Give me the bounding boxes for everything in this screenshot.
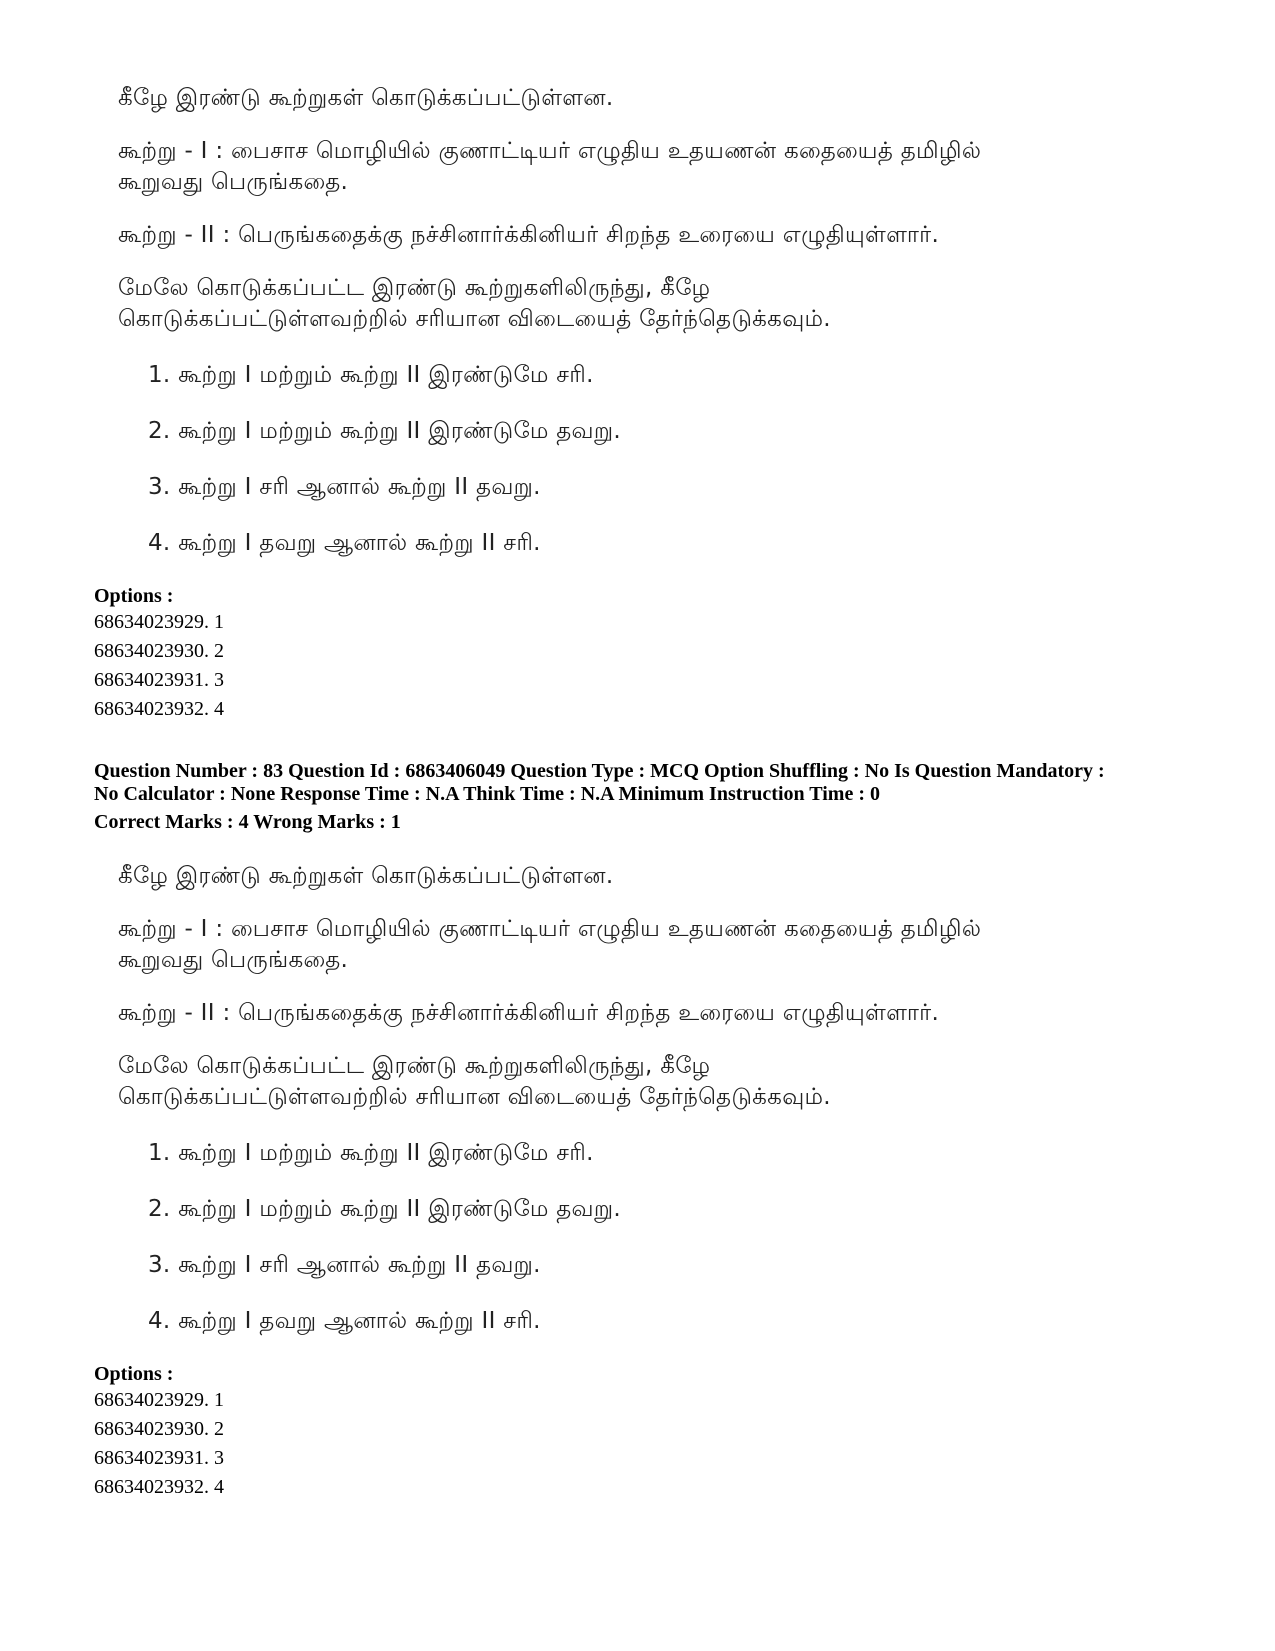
option-id-3: 68634023931. 3: [94, 1447, 224, 1469]
choice-1: 1. கூற்று I மற்றும் கூற்று II இரண்டுமே சரி.: [148, 1140, 594, 1166]
option-id-2: 68634023930. 2: [94, 640, 224, 662]
statement-2: கூற்று - II : பெருங்கதைக்கு நச்சினார்க்கினியர் சிறந்த உரையை எழுதியுள்ளார்.: [118, 222, 940, 248]
stem-intro: கீழே இரண்டு கூற்றுகள் கொடுக்கப்பட்டுள்ளன.: [118, 863, 614, 889]
statement-2: கூற்று - II : பெருங்கதைக்கு நச்சினார்க்கினியர் சிறந்த உரையை எழுதியுள்ளார்.: [118, 1000, 940, 1026]
question-marks: Correct Marks : 4 Wrong Marks : 1: [94, 811, 401, 833]
choice-4: 4. கூற்று I தவறு ஆனால் கூற்று II சரி.: [148, 1308, 541, 1334]
question-header-line-1: Question Number : 83 Question Id : 6863406049 Question Type : MCQ Option Shuffling : No Is Question Mandatory :: [94, 760, 1105, 782]
statement-1-line-2: கூறுவது பெருங்கதை.: [118, 169, 349, 195]
option-id-1: 68634023929. 1: [94, 611, 224, 633]
statement-1-line-1: கூற்று - I : பைசாச மொழியில் குணாட்டியர் எழுதிய உதயணன் கதையைத் தமிழில்: [118, 916, 982, 942]
option-id-4: 68634023932. 4: [94, 1476, 224, 1498]
choice-2: 2. கூற்று I மற்றும் கூற்று II இரண்டுமே தவறு.: [148, 418, 621, 444]
options-label: Options :: [94, 585, 174, 607]
instruction-line-1: மேலே கொடுக்கப்பட்ட இரண்டு கூற்றுகளிலிருந்து, கீழே: [118, 1053, 711, 1079]
choice-1: 1. கூற்று I மற்றும் கூற்று II இரண்டுமே சரி.: [148, 362, 594, 388]
options-label: Options :: [94, 1363, 174, 1385]
choice-4: 4. கூற்று I தவறு ஆனால் கூற்று II சரி.: [148, 530, 541, 556]
statement-1-line-2: கூறுவது பெருங்கதை.: [118, 947, 349, 973]
instruction-line-2: கொடுக்கப்பட்டுள்ளவற்றில் சரியான விடையைத் தேர்ந்தெடுக்கவும்.: [118, 306, 831, 332]
option-id-2: 68634023930. 2: [94, 1418, 224, 1440]
statement-1-line-1: கூற்று - I : பைசாச மொழியில் குணாட்டியர் எழுதிய உதயணன் கதையைத் தமிழில்: [118, 138, 982, 164]
choice-2: 2. கூற்று I மற்றும் கூற்று II இரண்டுமே தவறு.: [148, 1196, 621, 1222]
stem-intro: கீழே இரண்டு கூற்றுகள் கொடுக்கப்பட்டுள்ளன.: [118, 85, 614, 111]
option-id-3: 68634023931. 3: [94, 669, 224, 691]
choice-3: 3. கூற்று I சரி ஆனால் கூற்று II தவறு.: [148, 1252, 541, 1278]
instruction-line-1: மேலே கொடுக்கப்பட்ட இரண்டு கூற்றுகளிலிருந்து, கீழே: [118, 275, 711, 301]
option-id-4: 68634023932. 4: [94, 698, 224, 720]
choice-3: 3. கூற்று I சரி ஆனால் கூற்று II தவறு.: [148, 474, 541, 500]
question-header-line-2: No Calculator : None Response Time : N.A Think Time : N.A Minimum Instruction Time : 0: [94, 783, 880, 805]
instruction-line-2: கொடுக்கப்பட்டுள்ளவற்றில் சரியான விடையைத் தேர்ந்தெடுக்கவும்.: [118, 1084, 831, 1110]
option-id-1: 68634023929. 1: [94, 1389, 224, 1411]
